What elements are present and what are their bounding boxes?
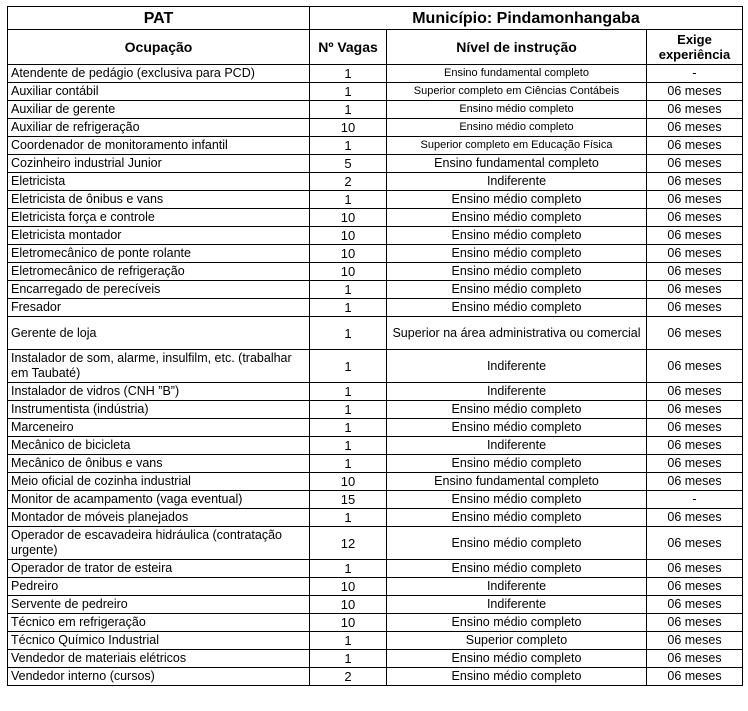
vacancies-cell: 1: [310, 137, 387, 155]
table-row: [8, 137, 743, 155]
vacancies-cell: 10: [310, 596, 387, 614]
job-vacancies-table: [7, 6, 743, 686]
experience-cell: 06 meses: [647, 419, 743, 437]
occupation-cell: Auxiliar de gerente: [8, 101, 310, 119]
occupation-cell: Coordenador de monitoramento infantil: [8, 137, 310, 155]
table-row: [8, 419, 743, 437]
vacancies-cell: 1: [310, 560, 387, 578]
table-row: [8, 527, 743, 560]
education-cell: Superior completo: [387, 632, 647, 650]
education-cell: Ensino médio completo: [387, 491, 647, 509]
vacancies-cell: 5: [310, 155, 387, 173]
table-row: [8, 491, 743, 509]
occupation-cell: Instalador de som, alarme, insulfilm, etc. (trabalhar em Taubaté): [8, 350, 310, 383]
occupation-cell: Gerente de loja: [8, 317, 310, 350]
education-cell: Indiferente: [387, 383, 647, 401]
experience-cell: 06 meses: [647, 155, 743, 173]
experience-cell: 06 meses: [647, 119, 743, 137]
table-row: [8, 299, 743, 317]
occupation-cell: Monitor de acampamento (vaga eventual): [8, 491, 310, 509]
education-cell: Superior na área administrativa ou comercial: [387, 317, 647, 350]
experience-cell: 06 meses: [647, 401, 743, 419]
table-row: [8, 578, 743, 596]
experience-cell: 06 meses: [647, 473, 743, 491]
education-cell: Ensino médio completo: [387, 509, 647, 527]
experience-cell: 06 meses: [647, 245, 743, 263]
occupation-cell: Eletricista força e controle: [8, 209, 310, 227]
occupation-cell: Pedreiro: [8, 578, 310, 596]
vacancies-cell: 15: [310, 491, 387, 509]
occupation-cell: Operador de trator de esteira: [8, 560, 310, 578]
vacancies-cell: 1: [310, 191, 387, 209]
experience-cell: 06 meses: [647, 383, 743, 401]
experience-cell: 06 meses: [647, 614, 743, 632]
table-row: [8, 317, 743, 350]
column-header-vagas: Nº Vagas: [310, 30, 387, 65]
education-cell: Ensino médio completo: [387, 401, 647, 419]
table-row: [8, 650, 743, 668]
experience-cell: 06 meses: [647, 137, 743, 155]
education-cell: Ensino médio completo: [387, 455, 647, 473]
education-cell: Ensino médio completo: [387, 560, 647, 578]
table-row: [8, 632, 743, 650]
education-cell: Indiferente: [387, 596, 647, 614]
vacancies-cell: 1: [310, 632, 387, 650]
vacancies-cell: 1: [310, 383, 387, 401]
education-cell: Indiferente: [387, 578, 647, 596]
education-cell: Ensino médio completo: [387, 245, 647, 263]
occupation-cell: Marceneiro: [8, 419, 310, 437]
table-row: [8, 473, 743, 491]
occupation-cell: Mecânico de bicicleta: [8, 437, 310, 455]
occupation-cell: Servente de pedreiro: [8, 596, 310, 614]
occupation-cell: Eletricista montador: [8, 227, 310, 245]
vacancies-cell: 1: [310, 437, 387, 455]
experience-cell: 06 meses: [647, 317, 743, 350]
occupation-cell: Instrumentista (indústria): [8, 401, 310, 419]
vacancies-cell: 1: [310, 509, 387, 527]
education-cell: Superior completo em Educação Física: [387, 137, 647, 155]
table-row: [8, 65, 743, 83]
experience-cell: 06 meses: [647, 281, 743, 299]
table-row: [8, 101, 743, 119]
occupation-cell: Eletricista de ônibus e vans: [8, 191, 310, 209]
education-cell: Ensino fundamental completo: [387, 65, 647, 83]
experience-cell: 06 meses: [647, 527, 743, 560]
experience-cell: 06 meses: [647, 350, 743, 383]
vacancies-cell: 1: [310, 281, 387, 299]
vacancies-cell: 10: [310, 473, 387, 491]
experience-cell: 06 meses: [647, 209, 743, 227]
table-row: [8, 83, 743, 101]
job-table-container: [7, 6, 742, 686]
vacancies-cell: 10: [310, 209, 387, 227]
table-row: [8, 209, 743, 227]
experience-cell: 06 meses: [647, 299, 743, 317]
experience-cell: 06 meses: [647, 650, 743, 668]
experience-cell: 06 meses: [647, 437, 743, 455]
column-header-nivel: Nível de instrução: [387, 30, 647, 65]
vacancies-cell: 1: [310, 83, 387, 101]
vacancies-cell: 1: [310, 650, 387, 668]
education-cell: Superior completo em Ciências Contábeis: [387, 83, 647, 101]
table-row: [8, 263, 743, 281]
experience-cell: 06 meses: [647, 227, 743, 245]
occupation-cell: Fresador: [8, 299, 310, 317]
experience-cell: 06 meses: [647, 596, 743, 614]
vacancies-cell: 10: [310, 578, 387, 596]
vacancies-cell: 2: [310, 668, 387, 686]
experience-cell: 06 meses: [647, 455, 743, 473]
education-cell: Ensino médio completo: [387, 419, 647, 437]
experience-cell: 06 meses: [647, 101, 743, 119]
table-row: [8, 596, 743, 614]
occupation-cell: Eletricista: [8, 173, 310, 191]
education-cell: Ensino fundamental completo: [387, 473, 647, 491]
experience-cell: 06 meses: [647, 509, 743, 527]
occupation-cell: Atendente de pedágio (exclusiva para PCD): [8, 65, 310, 83]
education-cell: Indiferente: [387, 173, 647, 191]
vacancies-cell: 2: [310, 173, 387, 191]
education-cell: Ensino médio completo: [387, 119, 647, 137]
experience-cell: 06 meses: [647, 173, 743, 191]
experience-cell: 06 meses: [647, 191, 743, 209]
occupation-cell: Instalador de vidros (CNH ”B”): [8, 383, 310, 401]
education-cell: Ensino fundamental completo: [387, 155, 647, 173]
education-cell: Ensino médio completo: [387, 281, 647, 299]
table-row: [8, 191, 743, 209]
experience-cell: -: [647, 491, 743, 509]
occupation-cell: Auxiliar contábil: [8, 83, 310, 101]
vacancies-cell: 10: [310, 263, 387, 281]
occupation-cell: Eletromecânico de ponte rolante: [8, 245, 310, 263]
occupation-cell: Vendedor interno (cursos): [8, 668, 310, 686]
table-row: [8, 281, 743, 299]
vacancies-cell: 10: [310, 227, 387, 245]
experience-cell: -: [647, 65, 743, 83]
occupation-cell: Cozinheiro industrial Junior: [8, 155, 310, 173]
table-row: [8, 173, 743, 191]
table-row: [8, 437, 743, 455]
education-cell: Indiferente: [387, 437, 647, 455]
experience-cell: 06 meses: [647, 578, 743, 596]
occupation-cell: Mecânico de ônibus e vans: [8, 455, 310, 473]
vacancies-cell: 10: [310, 614, 387, 632]
education-cell: Ensino médio completo: [387, 299, 647, 317]
table-row: [8, 227, 743, 245]
vacancies-cell: 1: [310, 401, 387, 419]
education-cell: Ensino médio completo: [387, 209, 647, 227]
table-row: [8, 350, 743, 383]
table-row: [8, 455, 743, 473]
table-row: [8, 668, 743, 686]
education-cell: Ensino médio completo: [387, 668, 647, 686]
table-row: [8, 245, 743, 263]
table-row: [8, 509, 743, 527]
vacancies-cell: 1: [310, 455, 387, 473]
vacancies-cell: 1: [310, 65, 387, 83]
occupation-cell: Operador de escavadeira hidráulica (contratação urgente): [8, 527, 310, 560]
experience-cell: 06 meses: [647, 83, 743, 101]
column-header-exige: Exige experiência: [647, 30, 743, 65]
table-row: [8, 383, 743, 401]
experience-cell: 06 meses: [647, 560, 743, 578]
education-cell: Indiferente: [387, 350, 647, 383]
education-cell: Ensino médio completo: [387, 227, 647, 245]
occupation-cell: Montador de móveis planejados: [8, 509, 310, 527]
table-row: [8, 155, 743, 173]
table-row: [8, 614, 743, 632]
table-row: [8, 119, 743, 137]
occupation-cell: Encarregado de perecíveis: [8, 281, 310, 299]
vacancies-cell: 1: [310, 299, 387, 317]
education-cell: Ensino médio completo: [387, 101, 647, 119]
table-row: [8, 401, 743, 419]
table-row: [8, 560, 743, 578]
experience-cell: 06 meses: [647, 632, 743, 650]
occupation-cell: Auxiliar de refrigeração: [8, 119, 310, 137]
occupation-cell: Meio oficial de cozinha industrial: [8, 473, 310, 491]
vacancies-cell: 10: [310, 119, 387, 137]
education-cell: Ensino médio completo: [387, 650, 647, 668]
occupation-cell: Técnico em refrigeração: [8, 614, 310, 632]
education-cell: Ensino médio completo: [387, 527, 647, 560]
vacancies-cell: 10: [310, 245, 387, 263]
vacancies-cell: 1: [310, 317, 387, 350]
column-header-ocupacao: Ocupação: [8, 30, 310, 65]
municipio-header: Município: Pindamonhangaba: [310, 7, 743, 30]
vacancies-cell: 1: [310, 419, 387, 437]
education-cell: Ensino médio completo: [387, 263, 647, 281]
education-cell: Ensino médio completo: [387, 191, 647, 209]
vacancies-cell: 1: [310, 350, 387, 383]
experience-cell: 06 meses: [647, 263, 743, 281]
experience-cell: 06 meses: [647, 668, 743, 686]
occupation-cell: Técnico Químico Industrial: [8, 632, 310, 650]
table-body: [8, 65, 743, 686]
vacancies-cell: 12: [310, 527, 387, 560]
occupation-cell: Vendedor de materiais elétricos: [8, 650, 310, 668]
education-cell: Ensino médio completo: [387, 614, 647, 632]
vacancies-cell: 1: [310, 101, 387, 119]
occupation-cell: Eletromecânico de refrigeração: [8, 263, 310, 281]
pat-header: PAT: [8, 7, 310, 30]
